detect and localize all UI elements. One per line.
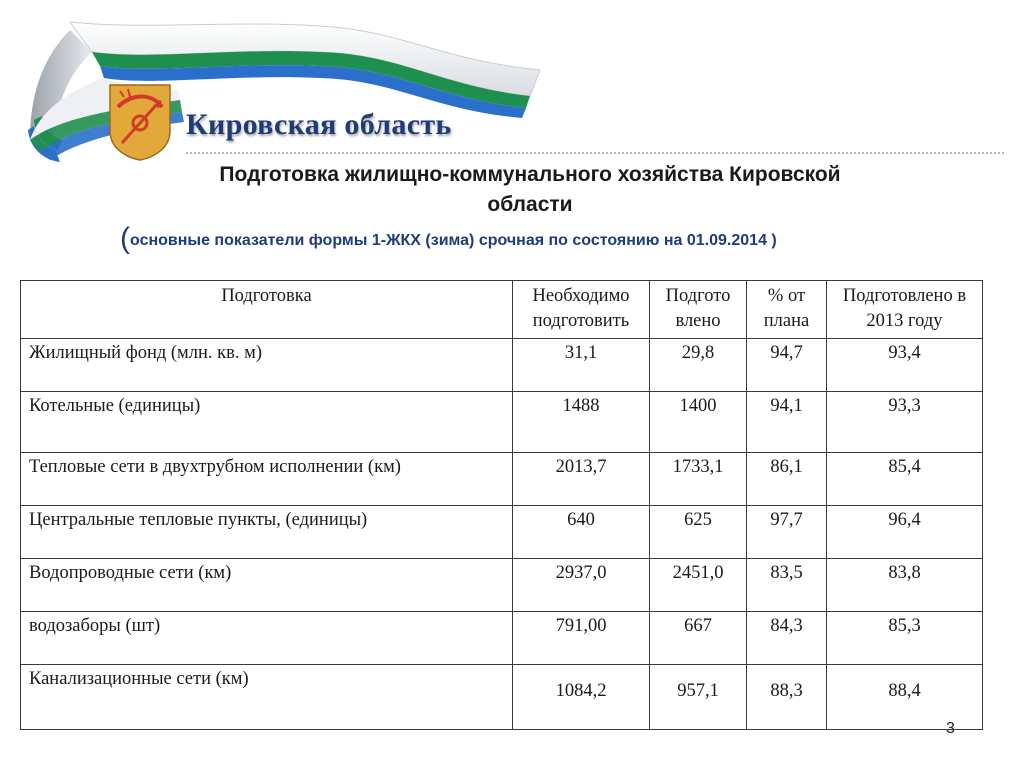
- cell-required: 1488: [513, 392, 650, 453]
- table-row: [21, 339, 983, 392]
- table-row: [21, 612, 983, 665]
- cell-required: 640: [513, 506, 650, 559]
- cell-required: 2937,0: [513, 559, 650, 612]
- cell-percent: 84,3: [747, 612, 827, 665]
- cell-prepared-2013: 96,4: [827, 506, 983, 559]
- page-title-line-2: области: [487, 193, 573, 216]
- row-label: Водопроводные сети (км): [21, 559, 513, 612]
- cell-prepared: 1733,1: [650, 453, 747, 506]
- column-header-percent: % от плана: [747, 281, 827, 339]
- cell-required: 2013,7: [513, 453, 650, 506]
- cell-percent: 94,7: [747, 339, 827, 392]
- cell-required: 791,00: [513, 612, 650, 665]
- page-number: 3: [946, 720, 955, 737]
- page-title-line-1: Подготовка жилищно-коммунального хозяйства Кировской: [219, 163, 841, 186]
- row-label: водозаборы (шт): [21, 612, 513, 665]
- page-subtitle: [120, 222, 777, 256]
- cell-prepared: 29,8: [650, 339, 747, 392]
- coat-of-arms-icon: [108, 83, 172, 161]
- table-row: [21, 665, 983, 730]
- table-row: [21, 392, 983, 453]
- table-row: [21, 453, 983, 506]
- column-header-preparation: Подготовка: [21, 281, 513, 339]
- cell-prepared-2013: 85,3: [827, 612, 983, 665]
- cell-prepared: 625: [650, 506, 747, 559]
- cell-prepared: 957,1: [650, 665, 747, 730]
- cell-prepared-2013: 85,4: [827, 453, 983, 506]
- cell-prepared: 1400: [650, 392, 747, 453]
- cell-prepared: 2451,0: [650, 559, 747, 612]
- row-label: Котельные (единицы): [21, 392, 513, 453]
- column-header-prepared-2013: Подготовлено в 2013 году: [827, 281, 983, 339]
- row-label: Центральные тепловые пункты, (единицы): [21, 506, 513, 559]
- table-header-row: [21, 281, 983, 339]
- preparation-table: [20, 280, 983, 730]
- cell-required: 1084,2: [513, 665, 650, 730]
- cell-prepared-2013: 88,4: [827, 665, 983, 730]
- subtitle-close-paren: ): [771, 232, 777, 249]
- row-label: Канализационные сети (км): [21, 665, 513, 730]
- subtitle-open-paren: (: [120, 222, 130, 255]
- header-divider: [186, 152, 1004, 154]
- cell-prepared-2013: 93,4: [827, 339, 983, 392]
- column-header-required: Необходимо подготовить: [513, 281, 650, 339]
- cell-percent: 83,5: [747, 559, 827, 612]
- row-label: Тепловые сети в двухтрубном исполнении (км): [21, 453, 513, 506]
- table-row: [21, 559, 983, 612]
- cell-percent: 86,1: [747, 453, 827, 506]
- cell-prepared-2013: 83,8: [827, 559, 983, 612]
- cell-percent: 94,1: [747, 392, 827, 453]
- cell-required: 31,1: [513, 339, 650, 392]
- cell-prepared-2013: 93,3: [827, 392, 983, 453]
- row-label: Жилищный фонд (млн. кв. м): [21, 339, 513, 392]
- region-name: Кировская область: [186, 108, 452, 141]
- subtitle-text: основные показатели формы 1-ЖКХ (зима) срочная по состоянию на 01.09.2014: [130, 232, 767, 249]
- cell-percent: 97,7: [747, 506, 827, 559]
- column-header-prepared: Подгото влено: [650, 281, 747, 339]
- cell-prepared: 667: [650, 612, 747, 665]
- cell-percent: 88,3: [747, 665, 827, 730]
- table-row: [21, 506, 983, 559]
